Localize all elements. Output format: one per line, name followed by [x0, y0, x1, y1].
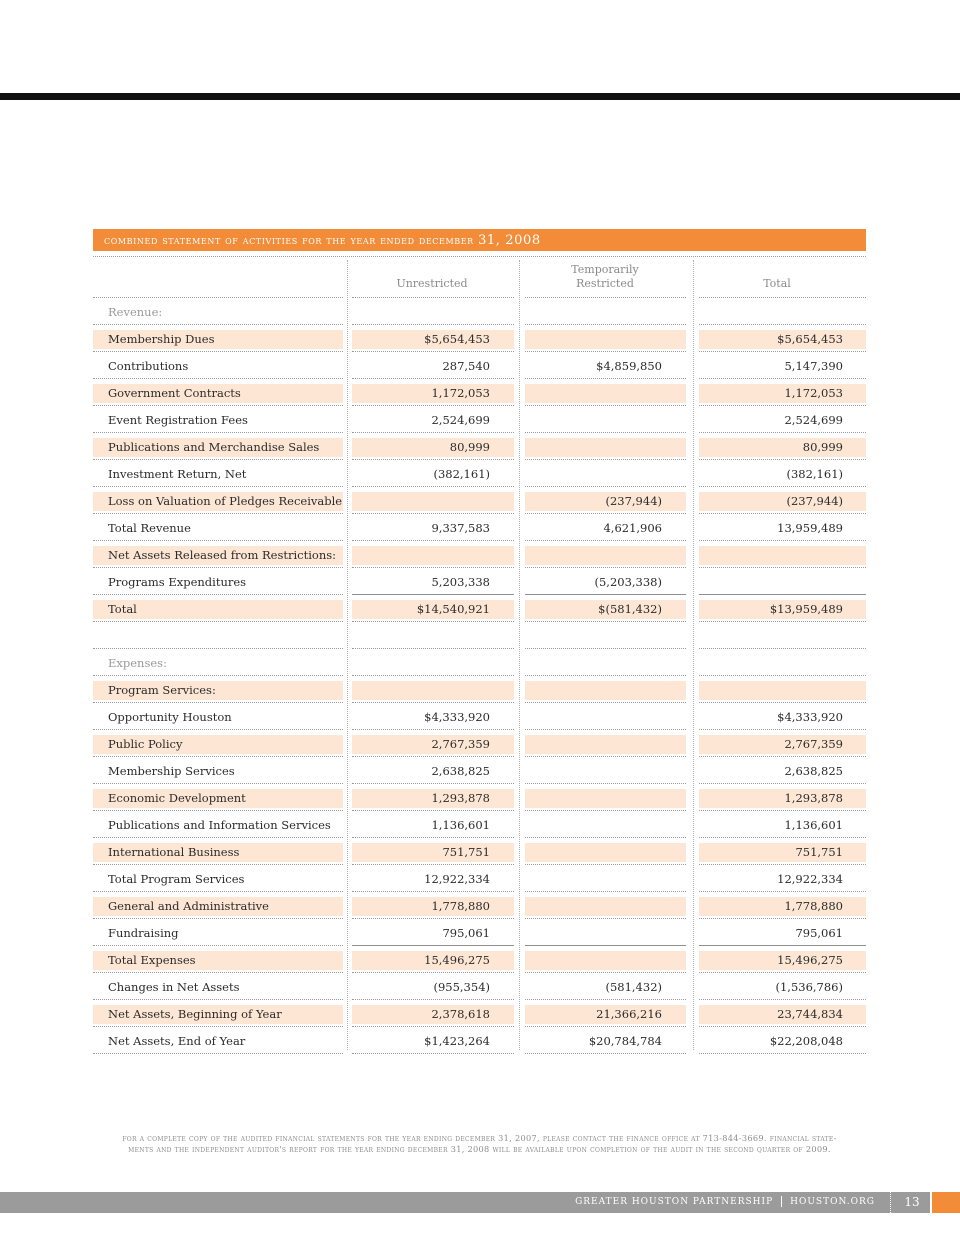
- row-value-c1: 2,638,825: [431, 764, 490, 778]
- top-rule: [0, 93, 960, 100]
- row-rule: [525, 810, 686, 811]
- row-rule: [352, 729, 514, 730]
- row-value-c2: $(581,432): [598, 602, 662, 616]
- row-rule: [525, 1053, 686, 1054]
- row-rule: [93, 918, 343, 919]
- row-rule: [699, 432, 866, 433]
- row-rule: [525, 918, 686, 919]
- row-rule: [352, 864, 514, 865]
- row-label: Revenue:: [108, 305, 163, 319]
- row-value-c2: [525, 407, 662, 434]
- row-label: Membership Dues: [108, 332, 215, 346]
- row-rule: [352, 351, 514, 352]
- row-value-c1: $5,654,453: [424, 332, 490, 346]
- row-label: General and Administrative: [108, 899, 269, 913]
- row-rule: [699, 513, 866, 514]
- row-value-c3: [699, 623, 843, 650]
- row-rule: [525, 891, 686, 892]
- row-rule: [699, 999, 866, 1000]
- row-rule: [352, 945, 514, 946]
- statement-title-bar: [93, 229, 866, 251]
- row-value-c2: [525, 920, 662, 947]
- row-rule: [352, 405, 514, 406]
- row-rule: [525, 729, 686, 730]
- row-value-c3: 80,999: [802, 440, 843, 454]
- row-value-c3: 1,293,878: [784, 791, 843, 805]
- row-label: Programs Expenditures: [108, 575, 247, 589]
- row-value-c3: $13,959,489: [769, 602, 843, 616]
- row-value-c3: [699, 677, 843, 704]
- row-value-c3: [699, 650, 843, 677]
- row-rule: [699, 918, 866, 919]
- row-rule: [525, 648, 686, 649]
- row-rule: [699, 675, 866, 676]
- row-value-c2: [525, 704, 662, 731]
- row-rule: [93, 999, 343, 1000]
- row-rule: [699, 351, 866, 352]
- row-rule: [525, 702, 686, 703]
- row-value-c1: [352, 623, 490, 650]
- row-label: Membership Services: [108, 764, 235, 778]
- row-value-c1: $4,333,920: [424, 710, 490, 724]
- row-rule: [93, 756, 343, 757]
- row-rule: [93, 351, 343, 352]
- row-rule: [93, 621, 343, 622]
- row-value-c1: 795,061: [442, 926, 490, 940]
- row-value-c3: [699, 542, 843, 569]
- column-separator: [347, 260, 348, 1050]
- row-rule: [525, 837, 686, 838]
- row-rule: [93, 459, 343, 460]
- row-value-c1: [352, 542, 490, 569]
- row-rule: [352, 702, 514, 703]
- row-value-c2: $4,859,850: [596, 359, 662, 373]
- row-value-c1: 80,999: [449, 440, 490, 454]
- row-label: Event Registration Fees: [108, 413, 248, 427]
- row-value-c2: [525, 623, 662, 650]
- row-value-c2: [525, 434, 662, 461]
- row-rule: [352, 621, 514, 622]
- row-label: Fundraising: [108, 926, 179, 940]
- row-value-c2: $20,784,784: [588, 1034, 662, 1048]
- row-rule: [525, 621, 686, 622]
- col-header-temporarily: Temporarily: [571, 263, 639, 276]
- footnote: [93, 1133, 866, 1155]
- row-rule: [525, 864, 686, 865]
- row-rule: [525, 999, 686, 1000]
- row-rule: [93, 378, 343, 379]
- row-value-c1: $14,540,921: [416, 602, 490, 616]
- row-value-c3: 795,061: [795, 926, 843, 940]
- row-label: Total Expenses: [108, 953, 196, 967]
- row-rule: [525, 756, 686, 757]
- row-value-c3: [699, 299, 843, 326]
- row-value-c1: 1,778,880: [431, 899, 490, 913]
- row-rule: [525, 675, 686, 676]
- row-value-c2: (237,944): [605, 494, 662, 508]
- row-rule: [352, 1026, 514, 1027]
- row-label: Total Program Services: [108, 872, 245, 886]
- row-rule: [352, 459, 514, 460]
- row-rule: [699, 1053, 866, 1054]
- row-value-c1: [352, 677, 490, 704]
- row-rule: [93, 945, 343, 946]
- row-rule: [699, 972, 866, 973]
- row-label: Publications and Merchandise Sales: [108, 440, 320, 454]
- row-rule: [93, 405, 343, 406]
- row-rule: [352, 486, 514, 487]
- row-value-c3: 23,744,834: [777, 1007, 843, 1021]
- row-label: Investment Return, Net: [108, 467, 247, 481]
- footer-accent: [932, 1192, 960, 1213]
- row-value-c2: (581,432): [605, 980, 662, 994]
- column-separator: [519, 260, 520, 1050]
- row-rule: [352, 324, 514, 325]
- row-rule: [352, 837, 514, 838]
- row-rule: [93, 648, 343, 649]
- row-rule: [352, 783, 514, 784]
- row-value-c1: 9,337,583: [431, 521, 490, 535]
- row-value-c2: [525, 839, 662, 866]
- row-label: Expenses:: [108, 656, 167, 670]
- footer-text: [575, 1192, 875, 1213]
- row-value-c1: 1,136,601: [431, 818, 490, 832]
- row-rule: [699, 702, 866, 703]
- row-value-c3: 5,147,390: [784, 359, 843, 373]
- statement-title: combined statement of activities for the year ended december: [104, 233, 474, 247]
- row-label: Government Contracts: [108, 386, 241, 400]
- row-rule: [699, 324, 866, 325]
- row-rule: [93, 567, 343, 568]
- header-rule: [93, 297, 343, 298]
- row-value-c3: 1,172,053: [784, 386, 843, 400]
- row-label: Loss on Valuation of Pledges Receivable: [108, 494, 343, 508]
- row-value-c3: $5,654,453: [777, 332, 843, 346]
- row-rule: [352, 675, 514, 676]
- row-value-c2: [525, 812, 662, 839]
- footer-site: HOUSTON.ORG: [790, 1197, 875, 1207]
- row-rule: [93, 783, 343, 784]
- row-value-c3: 2,638,825: [784, 764, 843, 778]
- row-value-c2: [525, 542, 662, 569]
- header-rule: [525, 297, 686, 298]
- row-value-c3: $4,333,920: [777, 710, 843, 724]
- col-header-unrestricted: Unrestricted: [396, 277, 468, 290]
- footnote-line: for a complete copy of the audited financial statements for the year ending december 31, 2007, please contact the finance office at 713-844-3669. financial state-: [122, 1133, 837, 1143]
- row-rule: [525, 351, 686, 352]
- row-rule: [699, 945, 866, 946]
- row-rule: [525, 378, 686, 379]
- row-rule: [93, 1026, 343, 1027]
- row-rule: [93, 594, 343, 595]
- row-label: Contributions: [108, 359, 189, 373]
- row-label: Public Policy: [108, 737, 183, 751]
- row-rule: [93, 837, 343, 838]
- row-value-c1: 2,378,618: [431, 1007, 490, 1021]
- row-label: Publications and Information Services: [108, 818, 331, 832]
- row-rule: [352, 972, 514, 973]
- row-value-c1: 287,540: [442, 359, 490, 373]
- row-rule: [699, 459, 866, 460]
- column-separator: [693, 260, 694, 1050]
- row-value-c1: 15,496,275: [424, 953, 490, 967]
- header-rule: [699, 297, 866, 298]
- row-value-c1: 2,524,699: [431, 413, 490, 427]
- row-rule: [699, 729, 866, 730]
- row-rule: [525, 324, 686, 325]
- row-value-c1: $1,423,264: [424, 1034, 490, 1048]
- row-rule: [352, 567, 514, 568]
- row-value-c1: 12,922,334: [424, 872, 490, 886]
- row-value-c1: (382,161): [433, 467, 490, 481]
- row-rule: [699, 567, 866, 568]
- row-rule: [525, 513, 686, 514]
- row-value-c2: [525, 677, 662, 704]
- row-label: Net Assets Released from Restrictions:: [108, 548, 337, 562]
- row-rule: [699, 648, 866, 649]
- row-label: Net Assets, Beginning of Year: [108, 1007, 282, 1021]
- row-rule: [525, 567, 686, 568]
- row-rule: [93, 324, 343, 325]
- row-value-c1: 2,767,359: [431, 737, 490, 751]
- row-value-c1: 5,203,338: [431, 575, 490, 589]
- row-rule: [699, 594, 866, 595]
- row-rule: [93, 702, 343, 703]
- row-rule: [352, 756, 514, 757]
- row-rule: [352, 432, 514, 433]
- row-rule: [525, 405, 686, 406]
- row-value-c1: 751,751: [442, 845, 490, 859]
- row-value-c2: [525, 731, 662, 758]
- row-label: Program Services:: [108, 683, 216, 697]
- row-rule: [699, 756, 866, 757]
- row-value-c3: 13,959,489: [777, 521, 843, 535]
- footer-org: GREATER HOUSTON PARTNERSHIP: [575, 1197, 774, 1207]
- row-value-c2: (5,203,338): [594, 575, 662, 589]
- row-rule: [699, 1026, 866, 1027]
- row-value-c3: 1,136,601: [784, 818, 843, 832]
- row-value-c3: $22,208,048: [769, 1034, 843, 1048]
- row-rule: [352, 810, 514, 811]
- row-label: Changes in Net Assets: [108, 980, 240, 994]
- row-value-c3: 15,496,275: [777, 953, 843, 967]
- row-rule: [93, 891, 343, 892]
- row-rule: [93, 432, 343, 433]
- row-rule: [352, 648, 514, 649]
- row-value-c3: 751,751: [795, 845, 843, 859]
- row-rule: [352, 513, 514, 514]
- row-rule: [525, 972, 686, 973]
- row-value-c3: 2,767,359: [784, 737, 843, 751]
- row-value-c1: (955,354): [433, 980, 490, 994]
- row-rule: [352, 378, 514, 379]
- row-rule: [93, 513, 343, 514]
- page-number: 13: [890, 1192, 933, 1213]
- row-value-c3: (382,161): [786, 467, 843, 481]
- row-rule: [699, 486, 866, 487]
- row-rule: [93, 810, 343, 811]
- row-value-c2: 21,366,216: [596, 1007, 662, 1021]
- row-rule: [352, 999, 514, 1000]
- row-rule: [525, 594, 686, 595]
- row-rule: [352, 1053, 514, 1054]
- row-label: International Business: [108, 845, 240, 859]
- col-header-restricted: Restricted: [576, 277, 634, 290]
- row-rule: [93, 675, 343, 676]
- row-value-c3: (237,944): [786, 494, 843, 508]
- row-rule: [352, 540, 514, 541]
- row-rule: [699, 864, 866, 865]
- row-value-c3: 1,778,880: [784, 899, 843, 913]
- row-rule: [352, 594, 514, 595]
- row-rule: [525, 540, 686, 541]
- row-rule: [699, 837, 866, 838]
- row-rule: [525, 945, 686, 946]
- row-rule: [525, 432, 686, 433]
- row-value-c2: [525, 299, 662, 326]
- row-value-c1: 1,293,878: [431, 791, 490, 805]
- footnote-line: ments and the independent auditor's report for the year ending december 31, 2008 will be available upon completion of the audit in the second quarter of 2009.: [128, 1144, 831, 1154]
- row-label: Total Revenue: [108, 521, 191, 535]
- header-rule: [352, 297, 514, 298]
- row-rule: [699, 891, 866, 892]
- row-value-c3: [699, 569, 843, 596]
- row-rule: [352, 918, 514, 919]
- row-rule: [525, 1026, 686, 1027]
- row-value-c2: [525, 866, 662, 893]
- row-value-c1: 1,172,053: [431, 386, 490, 400]
- row-rule: [699, 540, 866, 541]
- statement-title-date: 31, 2008: [478, 233, 541, 248]
- row-value-c2: [525, 380, 662, 407]
- row-value-c2: [525, 758, 662, 785]
- header-top-rule: [93, 256, 866, 257]
- row-value-c1: [352, 299, 490, 326]
- row-rule: [93, 1053, 343, 1054]
- row-value-c1: [352, 650, 490, 677]
- row-rule: [699, 405, 866, 406]
- row-rule: [699, 783, 866, 784]
- row-rule: [699, 378, 866, 379]
- row-value-c3: (1,536,786): [775, 980, 843, 994]
- row-rule: [93, 972, 343, 973]
- row-value-c2: [525, 893, 662, 920]
- row-rule: [699, 810, 866, 811]
- row-rule: [93, 729, 343, 730]
- row-value-c3: 12,922,334: [777, 872, 843, 886]
- col-header-total: Total: [763, 277, 791, 290]
- row-label: Economic Development: [108, 791, 246, 805]
- row-rule: [93, 540, 343, 541]
- row-rule: [699, 621, 866, 622]
- row-value-c2: [525, 461, 662, 488]
- row-value-c2: [525, 650, 662, 677]
- row-rule: [525, 783, 686, 784]
- row-value-c2: [525, 326, 662, 353]
- row-label: Total: [108, 602, 137, 616]
- row-value-c2: [525, 947, 662, 974]
- row-label: Opportunity Houston: [108, 710, 232, 724]
- row-rule: [93, 486, 343, 487]
- row-rule: [352, 891, 514, 892]
- row-value-c2: [525, 785, 662, 812]
- row-rule: [525, 486, 686, 487]
- footer-divider: [781, 1196, 782, 1207]
- row-value-c3: 2,524,699: [784, 413, 843, 427]
- row-rule: [93, 864, 343, 865]
- row-label: Net Assets, End of Year: [108, 1034, 246, 1048]
- row-rule: [525, 459, 686, 460]
- row-value-c1: [352, 488, 490, 515]
- row-value-c2: 4,621,906: [603, 521, 662, 535]
